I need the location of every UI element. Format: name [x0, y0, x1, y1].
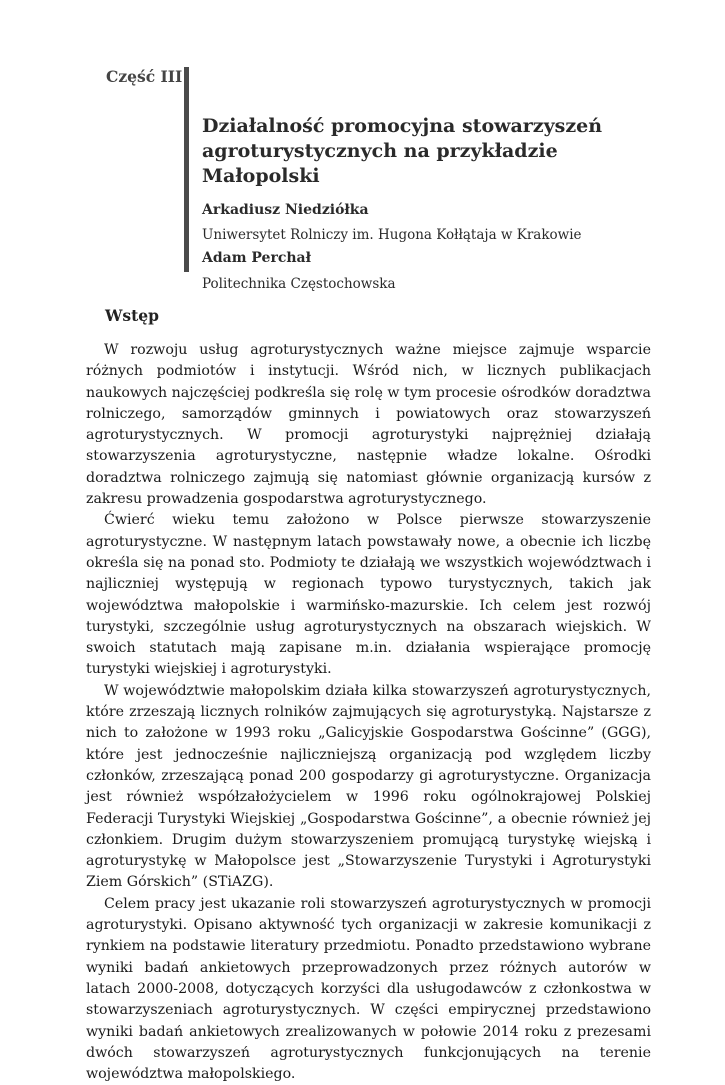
article-title: Działalność promocyjna stowarzyszeń agroturystycznych na przykładzie Małopolski [202, 115, 603, 187]
paragraph: W rozwoju usług agroturystycznych ważne miejsce zajmuje wsparcie różnych podmiotów i instytucji. Wśród nich, w licznych publikacjach naukowych najczęściej podkreśla się rolę w tym procesie ośrodków doradztwa rolniczego, samorządów gminnych i powiatowych oraz stowarzyszeń agroturystycznych. W promocji agroturystyki najprężniej działają stowarzyszenia agroturystyczne, następnie władze lokalne. Ośrodki doradztwa rolniczego zajmują się natomiast głównie organizacją kursów z zakresu prowadzenia gospodarstwa agroturystycznego. [86, 342, 651, 508]
paragraph: W województwie małopolskim działa kilka stowarzyszeń agroturystycznych, które zrzeszają licznych rolników zajmujących się agroturystyką. Najstarsze z nich to założone w 1993 roku „Galicyjskie Gospodarstwa Gościnne” (GGG), które jest jednocześnie najliczniejszą organizacją pod względem liczby członków, zrzeszającą ponad 200 gospodarzy gi agroturystyczne. Organizacja jest również współzałożycielem w 1996 roku ogólnokrajowej Polskiej Federacji Turystyki Wiejskiej „Gospodarstwa Gościnne”, a obecnie również jej członkiem. Drugim dużym stowarzyszeniem promującą turystykę wiejską i agroturystykę w Małopolsce jest „Stowarzyszenie Turystyki i Agroturystyki Ziem Górskich” (STiAZG). [86, 682, 651, 891]
author-affiliation-1: Uniwersytet Rolniczy im. Hugona Kołłątaja w Krakowie [202, 227, 582, 243]
author-name-1: Arkadiusz Niedziółka [202, 202, 369, 218]
author-affiliation-2: Politechnika Częstochowska [202, 276, 396, 292]
author-name-2: Adam Perchał [202, 250, 312, 266]
article-header [202, 114, 672, 292]
body-text [86, 340, 651, 1085]
header-accent-bar [184, 67, 189, 272]
paragraph: Celem pracy jest ukazanie roli stowarzyszeń agroturystycznych w promocji agroturystyki. Opisano aktywność tych organizacji w zakresie komunikacji z rynkiem na podstawie literatury przedmiotu. Ponadto przedstawiono wybrane wyniki badań ankietowych przeprowadzonych przez różnych autorów w latach 2000-2008, dotyczących korzyści dla usługodawców z członkostwa w stowarzyszeniach agroturystycznych. W części empirycznej przedstawiono wyniki badań ankietowych zrealizowanych w połowie 2014 roku z prezesami dwóch stowarzyszeń agroturystycznych funkcjonujących na terenie województwa małopolskiego. [86, 895, 651, 1083]
part-label: Część III [106, 67, 183, 86]
section-heading: Wstęp [105, 306, 159, 325]
paragraph: Ćwierć wieku temu założono w Polsce pierwsze stowarzyszenie agroturystyczne. W następnym latach powstawały nowe, a obecnie ich liczbę określa się na ponad sto. Podmioty te działają we wszystkich województwach i najliczniej występują w regionach typowo turystycznych, takich jak województwa małopolskie i warmińsko-mazurskie. Ich celem jest rozwój turystyki, szczególnie usług agroturystycznych na obszarach wiejskich. W swoich statutach mają zapisane m.in. działania wspierające promocję turystyki wiejskiej i agroturystyki. [86, 512, 651, 678]
